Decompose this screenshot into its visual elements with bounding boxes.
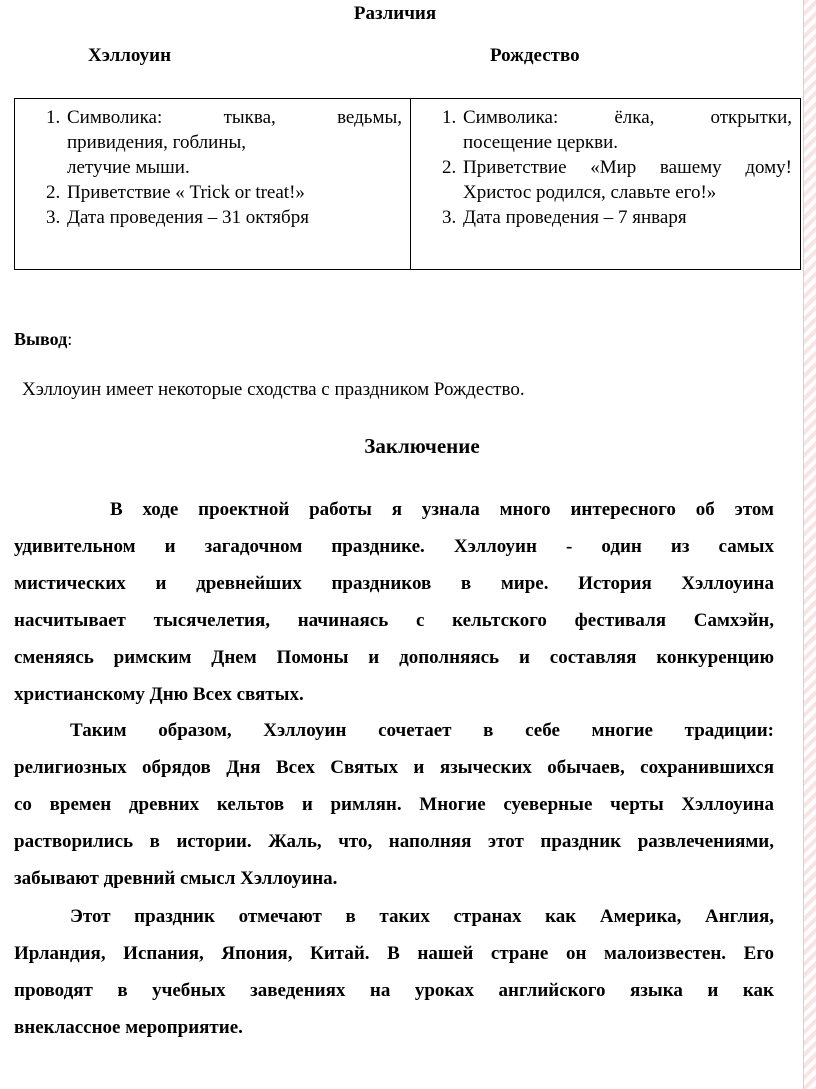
halloween-column-heading: Хэллоуин xyxy=(88,45,172,66)
paragraph-line-text: христианскому Дню Всех святых. xyxy=(14,684,304,705)
paragraph-line xyxy=(14,749,774,786)
conclusion-colon: : xyxy=(67,329,73,349)
paragraph-line-text: Ирландия, Испания, Япония, Китай. В нашей стране он малоизвестен. Его xyxy=(14,943,774,964)
paragraph-line-text: Этот праздник отмечают в таких странах как Америка, Англия, xyxy=(70,906,774,927)
list-item-line: посещение церкви. xyxy=(463,132,619,153)
paragraph-line xyxy=(14,602,774,639)
section-title: Заключение xyxy=(364,434,480,458)
conclusion-label-text: Вывод xyxy=(14,329,68,349)
paragraph-line xyxy=(14,676,774,713)
christmas-list xyxy=(419,105,792,230)
list-item-line: 1. Символика: тыква, ведьмы, xyxy=(67,107,402,128)
paragraph-line-text: мистических и древнейших праздников в мире. История Хэллоуина xyxy=(14,573,774,594)
paragraph-line-text: забывают древний смысл Хэллоуина. xyxy=(14,868,338,889)
paragraph-line xyxy=(14,565,774,602)
paragraph-line-text: насчитывает тысячелетия, начинаясь с кельтского фестиваля Самхэйн, xyxy=(14,610,774,631)
paragraph-2 xyxy=(14,712,774,897)
paragraph-line xyxy=(14,786,774,823)
list-item xyxy=(461,205,792,230)
conclusion-label xyxy=(14,329,72,350)
christmas-column-heading: Рождество xyxy=(490,45,580,66)
conclusion-text: Хэллоуин имеет некоторые сходства с праздником Рождество. xyxy=(22,379,525,400)
halloween-cell xyxy=(15,99,411,269)
paragraph-line-text: В ходе проектной работы я узнала много интересного об этом xyxy=(110,499,774,520)
list-item-line: летучие мыши. xyxy=(67,157,190,178)
paragraph-line xyxy=(14,823,774,860)
paragraph-line-text: удивительном и загадочном празднике. Хэллоуин - один из самых xyxy=(14,536,774,557)
list-item-line: Христос родился, славьте его!» xyxy=(463,182,717,203)
paragraph-line-text: религиозных обрядов Дня Всех Святых и языческих обычаев, сохранившихся xyxy=(14,757,774,778)
paragraph-line-text: растворились в истории. Жаль, что, наполняя этот праздник развлечениями, xyxy=(14,831,774,852)
christmas-cell xyxy=(411,99,800,269)
comparison-table xyxy=(14,98,801,270)
list-item-line: 3. Дата проведения – 7 января xyxy=(463,207,687,228)
paragraph-line-text: проводят в учебных заведениях на уроках английского языка и как xyxy=(14,980,774,1001)
list-item xyxy=(65,180,402,205)
paragraph-line xyxy=(14,639,774,676)
list-item-line: 2. Приветствие « Trick or treat!» xyxy=(67,182,305,203)
paragraph-line xyxy=(14,712,774,749)
paragraph-line xyxy=(14,935,774,972)
paragraph-1 xyxy=(14,491,774,713)
paragraph-line-text: внеклассное мероприятие. xyxy=(14,1017,243,1038)
paragraph-line xyxy=(14,898,774,935)
list-item xyxy=(461,155,792,205)
document-title: Различия xyxy=(353,3,437,24)
page-edge-decoration xyxy=(804,0,816,1089)
list-item-line: 3. Дата проведения – 31 октября xyxy=(67,207,309,228)
paragraph-line xyxy=(14,1009,774,1046)
list-item-line: 1. Символика: ёлка, открытки, xyxy=(463,107,792,128)
paragraph-line-text: сменяясь римским Днем Помоны и дополняясь и составляя конкуренцию xyxy=(14,647,774,668)
paragraph-line-text: Таким образом, Хэллоуин сочетает в себе многие традиции: xyxy=(70,720,774,741)
list-item xyxy=(65,105,402,180)
paragraph-3 xyxy=(14,898,774,1046)
paragraph-line xyxy=(14,528,774,565)
list-item-line: 2. Приветствие «Мир вашему дому! xyxy=(463,157,792,178)
halloween-list xyxy=(23,105,402,230)
list-item-line: привидения, гоблины, xyxy=(67,132,246,153)
paragraph-line xyxy=(14,491,774,528)
paragraph-line xyxy=(14,860,774,897)
list-item xyxy=(461,105,792,155)
list-item xyxy=(65,205,402,230)
paragraph-line xyxy=(14,972,774,1009)
paragraph-line-text: со времен древних кельтов и римлян. Многие суеверные черты Хэллоуина xyxy=(14,794,774,815)
